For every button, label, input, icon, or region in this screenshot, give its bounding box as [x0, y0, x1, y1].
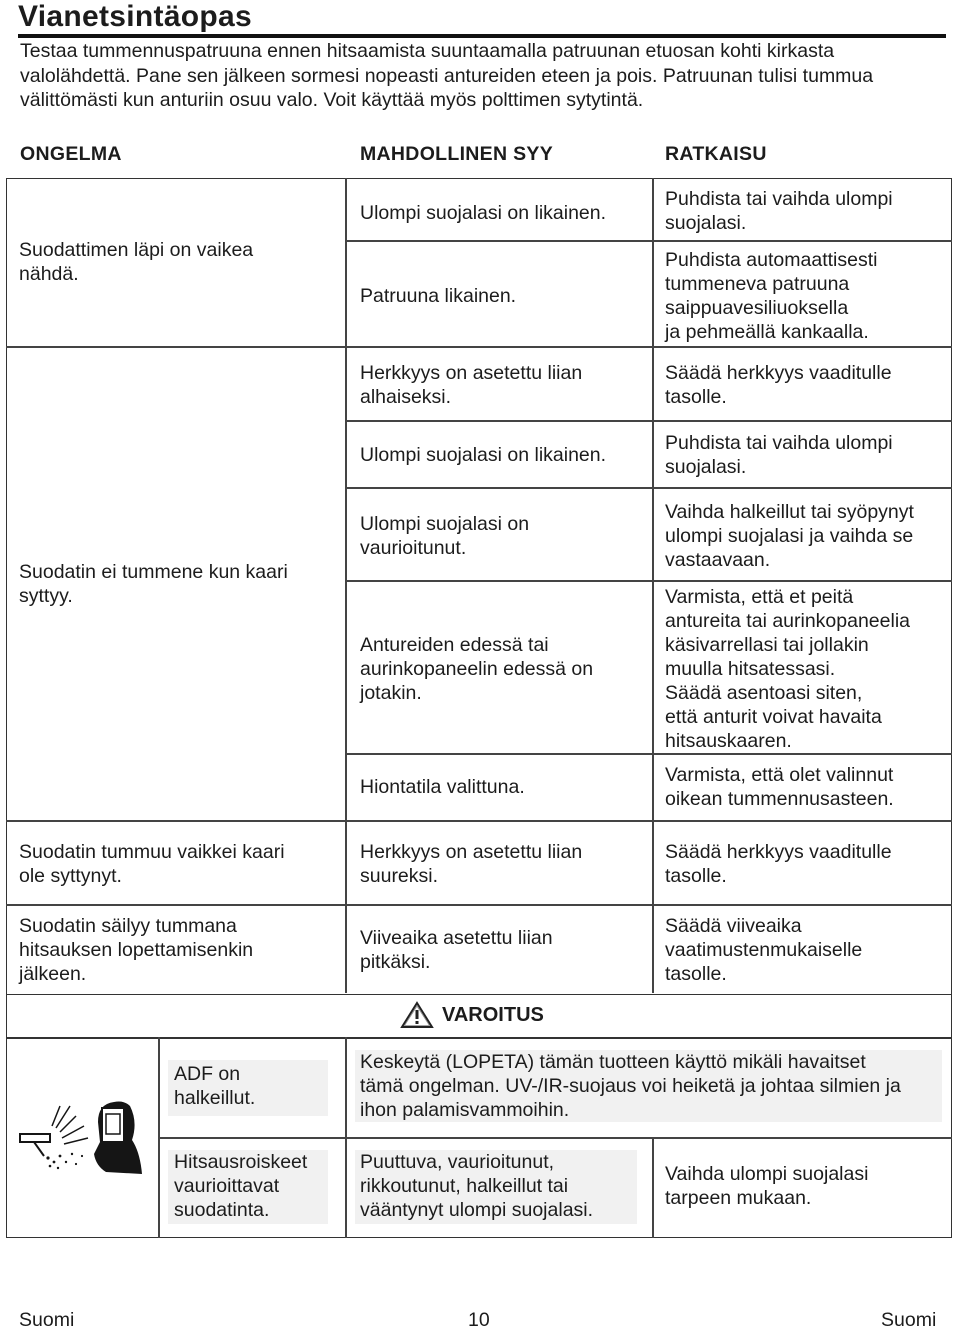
cell-line: Vaihda ulompi suojalasi [665, 1163, 869, 1185]
problem-cell [19, 560, 288, 608]
cell-line: Suodattimen läpi on vaikea [19, 239, 254, 261]
cell-line: tummeneva patruuna [665, 273, 850, 295]
cause-cell [360, 840, 582, 888]
cell-line: hitsauskaaren. [665, 730, 792, 752]
solution-cell [665, 187, 893, 235]
cell-line: halkeillut. [174, 1087, 256, 1109]
cell-line: ja pehmeällä kankaalla. [665, 321, 869, 343]
welder-sparks-icon [14, 1092, 150, 1178]
cause-cell [360, 361, 582, 409]
column-divider [652, 178, 654, 993]
cell-line: Säädä asentoasi siten, [665, 682, 863, 704]
cause-cell [360, 775, 525, 799]
solution-cell [665, 248, 877, 344]
page-title: Vianetsintäopas [18, 0, 253, 33]
solution-cell [665, 500, 914, 572]
cell-line: vastaavaan. [665, 549, 771, 571]
cell-line: antureita tai aurinkopaneelia [665, 610, 911, 632]
cell-line: tasolle. [665, 963, 727, 985]
cell-line: ADF on [174, 1063, 241, 1085]
cell-line: Suodatin ei tummene kun kaari [19, 561, 288, 583]
warning-solution-cell [665, 1162, 868, 1210]
row-divider [345, 580, 952, 582]
cell-line: jälkeen. [19, 963, 87, 985]
cell-line: ole syttynyt. [19, 865, 122, 887]
cell-line: että anturit voivat havaita [665, 706, 882, 728]
cell-line: käsivarrellasi tai jollakin [665, 634, 869, 656]
cell-line: Suodatin säilyy tummana [19, 915, 237, 937]
cell-line: tarpeen mukaan. [665, 1187, 812, 1209]
problem-cell [19, 914, 253, 986]
cell-line: vaatimustenmukaiselle [665, 939, 863, 961]
row-divider [345, 240, 952, 242]
cell-line: Keskeytä (LOPETA) tämän tuotteen käyttö mikäli havaitset [360, 1051, 866, 1073]
row-divider [345, 904, 952, 906]
title-divider [18, 34, 946, 38]
warning-problem-cell [174, 1150, 307, 1222]
cell-line: nähdä. [19, 263, 79, 285]
solution-cell [665, 763, 894, 811]
cell-line: pitkäksi. [360, 951, 431, 973]
cell-line: Puhdista tai vaihda ulompi [665, 432, 893, 454]
cell-line: Hiontatila valittuna. [360, 776, 525, 798]
cell-line: Puuttuva, vaurioitunut, [360, 1151, 555, 1173]
cell-line: vaurioitunut. [360, 537, 467, 559]
footer-language-left: Suomi [19, 1309, 75, 1331]
row-divider [6, 904, 345, 906]
cell-line: aurinkopaneelin edessä on [360, 658, 594, 680]
cause-cell [360, 443, 606, 467]
row-divider [6, 346, 345, 348]
problem-cell [19, 840, 285, 888]
cell-line: Antureiden edessä tai [360, 634, 549, 656]
row-divider [345, 753, 952, 755]
cell-line: Herkkyys on asetettu liian [360, 841, 583, 863]
cause-cell [360, 633, 593, 705]
row-divider [345, 820, 952, 822]
warning-triangle-icon [400, 1001, 434, 1029]
cell-line: saippuavesiliuoksella [665, 297, 849, 319]
cell-line: tasolle. [665, 865, 727, 887]
intro-paragraph [20, 39, 940, 113]
warning-message-cell [360, 1050, 901, 1122]
column-header-solution: RATKAISU [665, 143, 767, 165]
cell-line: Vaihda halkeillut tai syöpynyt [665, 501, 914, 523]
solution-cell [665, 840, 892, 888]
cause-cell [360, 201, 606, 225]
warning-problem-cell [174, 1062, 255, 1110]
intro-line: Testaa tummennuspatruuna ennen hitsaamista suuntaamalla patruunan etuosan kohti kirkasta [20, 40, 835, 62]
intro-line: välittömästi kun anturiin osuu valo. Voit käyttää myös polttimen sytytintä. [20, 89, 644, 111]
cell-line: vaurioittavat [174, 1175, 280, 1197]
cell-line: Viiveaika asetettu liian [360, 927, 553, 949]
cell-line: Ulompi suojalasi on likainen. [360, 202, 607, 224]
cell-line: Suodatin tummuu vaikkei kaari [19, 841, 285, 863]
cell-line: Puhdista automaattisesti [665, 249, 878, 271]
cell-line: suodatinta. [174, 1199, 270, 1221]
row-divider [345, 346, 952, 348]
cell-line: Ulompi suojalasi on [360, 513, 530, 535]
cell-line: Säädä herkkyys vaaditulle [665, 362, 892, 384]
footer-language-right: Suomi [881, 1309, 937, 1331]
cell-line: suureksi. [360, 865, 439, 887]
warning-cause-cell [360, 1150, 593, 1222]
cell-line: alhaiseksi. [360, 386, 452, 408]
page-number: 10 [468, 1309, 490, 1331]
cell-line: Hitsausroiskeet [174, 1151, 308, 1173]
row-divider [345, 487, 952, 489]
column-header-problem: ONGELMA [20, 143, 122, 165]
cell-line: hitsauksen lopettamisenkin [19, 939, 254, 961]
warning-heading [400, 1001, 544, 1029]
cell-line: Varmista, että et peitä [665, 586, 854, 608]
cell-line: jotakin. [360, 682, 422, 704]
cell-line: tasolle. [665, 386, 727, 408]
cell-line: Ulompi suojalasi on likainen. [360, 444, 607, 466]
cause-cell [360, 284, 516, 308]
cell-line: Patruuna likainen. [360, 285, 517, 307]
problem-cell [19, 238, 253, 286]
column-divider [652, 1137, 654, 1238]
cell-line: Herkkyys on asetettu liian [360, 362, 583, 384]
cause-cell [360, 512, 529, 560]
intro-line: valolähdettä. Pane sen jälkeen sormesi nopeasti antureiden eteen ja pois. Patruunan tulisi tummua [20, 64, 874, 87]
solution-cell [665, 361, 892, 409]
cell-line: ulompi suojalasi ja vaihda se [665, 525, 914, 547]
row-divider [6, 820, 345, 822]
cell-line: oikean tummennusasteen. [665, 788, 894, 810]
warning-label: VAROITUS [442, 1003, 544, 1026]
row-divider [158, 1137, 952, 1139]
solution-cell [665, 585, 910, 753]
cell-line: Varmista, että olet valinnut [665, 764, 894, 786]
cell-line: Säädä herkkyys vaaditulle [665, 841, 892, 863]
cell-line: tämä ongelman. UV-/IR-suojaus voi heiketä ja johtaa silmien ja [360, 1075, 901, 1097]
cell-line: suojalasi. [665, 456, 747, 478]
solution-cell [665, 914, 862, 986]
cause-cell [360, 926, 553, 974]
cell-line: ihon palamisvammoihin. [360, 1099, 570, 1121]
solution-cell [665, 431, 893, 479]
cell-line: Säädä viiveaika [665, 915, 802, 937]
cell-line: Puhdista tai vaihda ulompi [665, 188, 893, 210]
column-divider [345, 178, 347, 993]
cell-line: muulla hitsatessasi. [665, 658, 836, 680]
row-divider [345, 420, 952, 422]
cell-line: rikkoutunut, halkeillut tai [360, 1175, 569, 1197]
cell-line: suojalasi. [665, 212, 747, 234]
cell-line: syttyy. [19, 585, 73, 607]
cell-line: vääntynyt ulompi suojalasi. [360, 1199, 594, 1221]
column-header-cause: MAHDOLLINEN SYY [360, 143, 554, 165]
